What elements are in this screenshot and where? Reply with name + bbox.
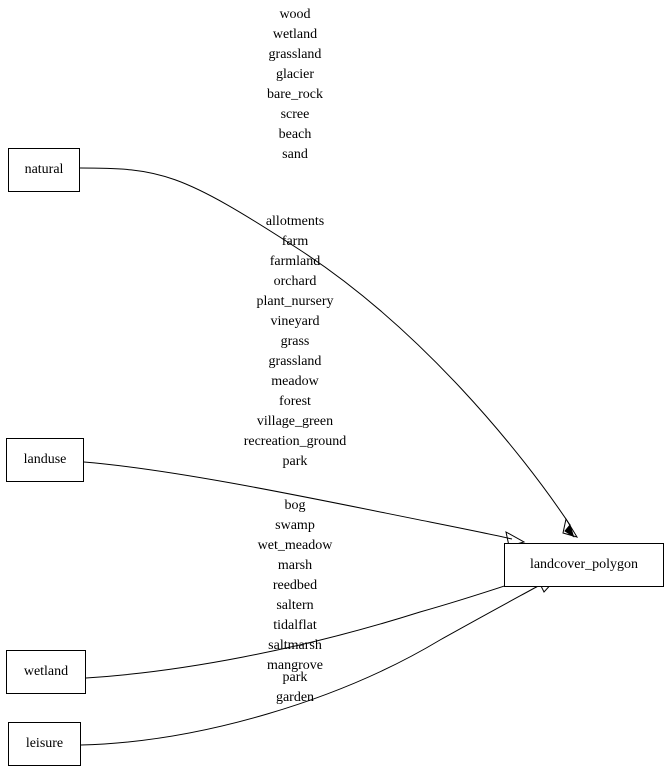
edge-label-group-wetland: [212, 496, 378, 676]
edge-label: mangrove: [267, 658, 323, 673]
edge-label: saltern: [276, 598, 314, 613]
edge-label: farmland: [269, 254, 321, 269]
edge-label: wet_meadow: [257, 538, 333, 553]
edge-label: plant_nursery: [256, 294, 334, 309]
edge-label-group-natural: [212, 5, 378, 165]
node-landuse[interactable]: [6, 438, 84, 482]
edge-label: grass: [280, 334, 310, 349]
node-label: landuse: [23, 452, 67, 467]
node-wetland[interactable]: [6, 650, 86, 694]
edge-label: garden: [275, 690, 315, 705]
edge-label: beach: [278, 127, 312, 142]
edge-label: swamp: [275, 518, 315, 533]
edge-label: saltmarsh: [268, 638, 322, 653]
node-label: natural: [24, 162, 64, 177]
edge-label: forest: [279, 394, 311, 409]
node-natural[interactable]: [8, 148, 80, 192]
edge-label: reedbed: [272, 578, 318, 593]
edge-label: vineyard: [270, 314, 320, 329]
edge-label: farm: [281, 234, 309, 249]
edge-label: meadow: [271, 374, 319, 389]
edge-label: grassland: [268, 354, 322, 369]
edge-label: park: [282, 454, 308, 469]
node-label: landcover_polygon: [529, 557, 639, 572]
node-leisure[interactable]: [8, 722, 81, 766]
edge-label: wood: [279, 7, 311, 22]
edge-label: glacier: [275, 67, 315, 82]
edge-label-group-landuse: [212, 212, 378, 472]
edge-label: marsh: [277, 558, 313, 573]
node-landcover-polygon[interactable]: [504, 543, 664, 587]
edge-label: orchard: [273, 274, 317, 289]
edge-label: sand: [282, 147, 308, 162]
edge-label: village_green: [256, 414, 334, 429]
edge-label: tidalflat: [273, 618, 317, 633]
edge-label: bare_rock: [267, 87, 323, 102]
node-label: leisure: [25, 736, 64, 751]
edge-label: wetland: [272, 27, 318, 42]
edge-label: allotments: [265, 214, 325, 229]
edge-label-group-leisure: [212, 668, 378, 708]
edge-label: bog: [284, 498, 306, 513]
node-label: wetland: [23, 664, 69, 679]
edge-label: park: [282, 670, 308, 685]
edge-label: grassland: [268, 47, 322, 62]
edge-label: recreation_ground: [243, 434, 347, 449]
edge-label: scree: [280, 107, 310, 122]
